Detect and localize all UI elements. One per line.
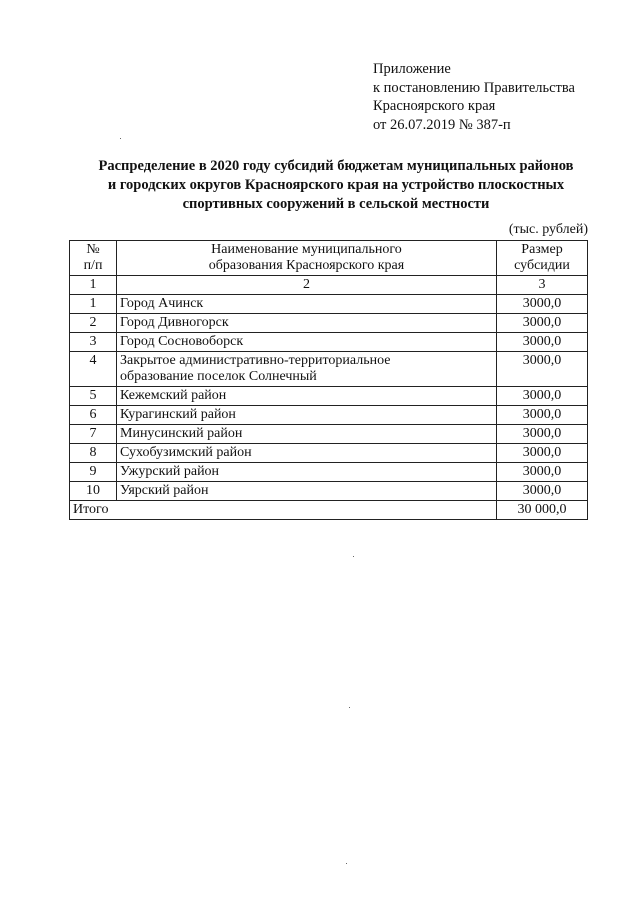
row-number: 5 — [70, 387, 117, 406]
scan-speck — [349, 707, 350, 708]
row-amount: 3000,0 — [497, 425, 588, 444]
row-amount: 3000,0 — [497, 463, 588, 482]
appendix-line: Красноярского края — [373, 98, 496, 114]
header-amount-line: субсидии — [514, 258, 570, 273]
table-header-row — [70, 241, 588, 276]
table-row — [70, 425, 588, 444]
row-number: 4 — [70, 352, 117, 387]
column-index-cell: 3 — [497, 276, 588, 295]
header-name-line: Наименование муниципального — [211, 242, 402, 257]
row-name — [117, 352, 497, 387]
title-line: и городских округов Красноярского края на устройство плоскостных — [107, 177, 565, 193]
row-number: 2 — [70, 314, 117, 333]
row-amount: 3000,0 — [497, 295, 588, 314]
total-label: Итого — [70, 501, 497, 520]
appendix-line: Приложение — [373, 61, 451, 77]
row-name: Кежемский район — [117, 387, 497, 406]
column-index-cell: 1 — [70, 276, 117, 295]
table-row — [70, 314, 588, 333]
table-row — [70, 295, 588, 314]
table-row — [70, 333, 588, 352]
row-name: Город Сосновоборск — [117, 333, 497, 352]
row-name: Курагинский район — [117, 406, 497, 425]
appendix-line: к постановлению Правительства — [373, 79, 575, 96]
table-row — [70, 352, 588, 387]
header-num — [70, 241, 117, 276]
row-name: Уярский район — [117, 482, 497, 501]
row-name: Минусинский район — [117, 425, 497, 444]
scan-speck — [346, 863, 347, 864]
total-amount: 30 000,0 — [497, 501, 588, 520]
row-number: 1 — [70, 295, 117, 314]
table-row — [70, 406, 588, 425]
row-amount: 3000,0 — [497, 352, 588, 387]
header-num-line: № — [86, 242, 100, 257]
row-name-line: Закрытое административно-территориальное — [120, 353, 391, 368]
row-amount: 3000,0 — [497, 444, 588, 463]
row-amount: 3000,0 — [497, 333, 588, 352]
row-amount: 3000,0 — [497, 314, 588, 333]
title-line: Распределение в 2020 году субсидий бюджетам муниципальных районов — [98, 158, 574, 174]
column-index-row — [70, 276, 588, 295]
row-name: Сухобузимский район — [117, 444, 497, 463]
appendix-line: от 26.07.2019 № 387-п — [373, 116, 511, 133]
header-amount-line: Размер — [521, 242, 563, 257]
row-number: 6 — [70, 406, 117, 425]
row-name: Ужурский район — [117, 463, 497, 482]
table-row — [70, 387, 588, 406]
table-row — [70, 482, 588, 501]
header-amount — [497, 241, 588, 276]
row-name-line: образование поселок Солнечный — [120, 369, 317, 384]
subsidy-table — [69, 240, 588, 520]
row-number: 3 — [70, 333, 117, 352]
header-name — [117, 241, 497, 276]
header-num-line: п/п — [83, 258, 103, 273]
row-number: 9 — [70, 463, 117, 482]
row-amount: 3000,0 — [497, 387, 588, 406]
document-title — [60, 157, 612, 214]
title-line: спортивных сооружений в сельской местности — [182, 196, 490, 212]
row-amount: 3000,0 — [497, 406, 588, 425]
unit-label: (тыс. рублей) — [508, 222, 588, 237]
row-number: 10 — [70, 482, 117, 501]
row-number: 7 — [70, 425, 117, 444]
scan-speck — [353, 556, 354, 557]
row-amount: 3000,0 — [497, 482, 588, 501]
row-name: Город Дивногорск — [117, 314, 497, 333]
appendix-block — [373, 60, 633, 134]
header-name-line: образования Красноярского края — [208, 258, 405, 273]
scan-speck — [120, 138, 121, 139]
table-row — [70, 444, 588, 463]
column-index-cell: 2 — [117, 276, 497, 295]
table-row — [70, 463, 588, 482]
total-row — [70, 501, 588, 520]
row-name: Город Ачинск — [117, 295, 497, 314]
row-number: 8 — [70, 444, 117, 463]
